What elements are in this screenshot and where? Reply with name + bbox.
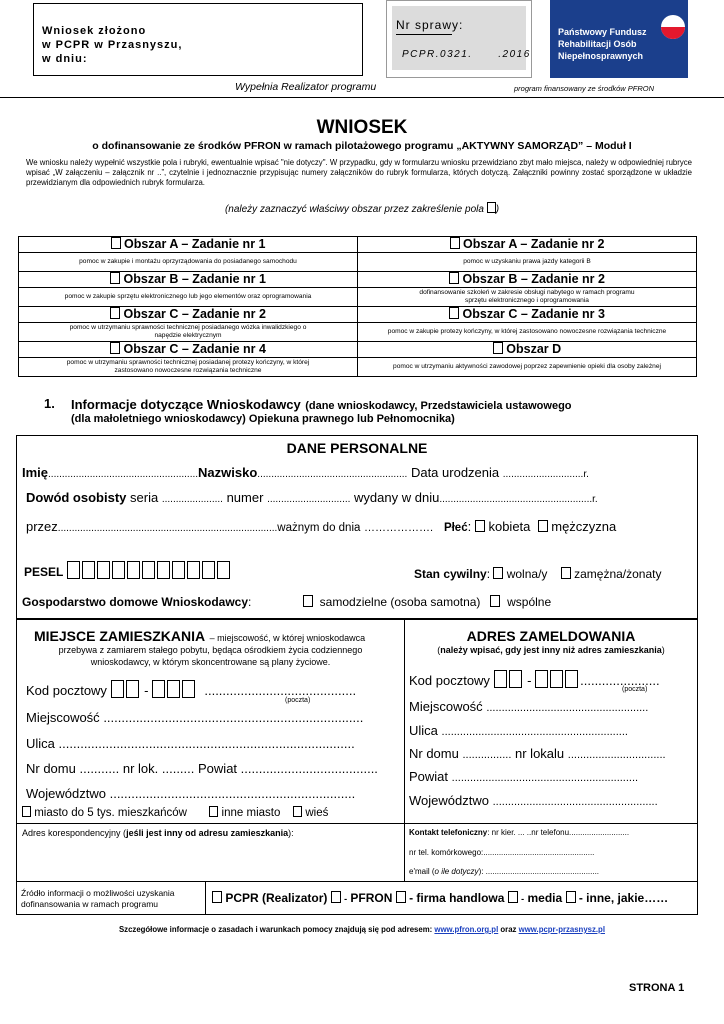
reg-county-field[interactable]: ............................................................. xyxy=(451,772,639,784)
household-label: Gospodarstwo domowe Wnioskodawcy xyxy=(22,595,249,609)
residence-desc xyxy=(16,644,405,668)
postal-digit[interactable] xyxy=(550,670,563,688)
case-number-underline xyxy=(396,34,452,35)
pfron-link[interactable]: www.pfron.org.pl xyxy=(434,925,499,934)
registration-voivodeship-row xyxy=(409,793,658,808)
registration-house-row xyxy=(409,746,666,761)
pesel-digit[interactable] xyxy=(112,561,125,579)
source-pfron-checkbox[interactable] xyxy=(331,891,341,903)
source-media-label: media xyxy=(527,891,563,905)
flat-label: nr lok. xyxy=(122,761,159,776)
pfron-logo xyxy=(550,0,688,78)
birth-date-label: Data urodzenia xyxy=(410,465,500,480)
household-alone-checkbox[interactable] xyxy=(303,595,313,607)
reg-street-field[interactable]: ............................................................. xyxy=(441,726,628,738)
area-c4[interactable] xyxy=(19,342,358,358)
birth-date-field[interactable]: .............................r. xyxy=(502,469,589,480)
area-title: Obszar A – Zadanie nr 1 xyxy=(124,237,266,251)
married-checkbox[interactable] xyxy=(561,567,571,579)
city-field[interactable]: ........................................................................ xyxy=(103,710,364,725)
correspondence-label-bold: jeśli jest inny od adresu zamieszkania xyxy=(126,828,289,838)
id-card-label: Dowód osobisty xyxy=(26,490,127,505)
area-title: Obszar D xyxy=(506,342,562,356)
residence-postal-row: Kod pocztowy - .......................................... xyxy=(26,680,356,698)
case-number-value: PCPR.0321. .2016 xyxy=(402,49,531,60)
county-label: Powiat xyxy=(198,761,238,776)
submitted-label-line1: Wniosek złożono xyxy=(42,25,147,37)
area-title: Obszar B – Zadanie nr 1 xyxy=(123,272,266,286)
pesel-digit[interactable] xyxy=(67,561,80,579)
checkbox-icon[interactable] xyxy=(110,307,120,319)
flat-field[interactable]: ......... xyxy=(161,761,195,776)
correspondence-label xyxy=(22,828,294,838)
reg-voivodeship-label: Województwo xyxy=(409,793,489,808)
single-label: wolna/y xyxy=(506,567,548,581)
postal-digit[interactable] xyxy=(565,670,578,688)
residence-street-row xyxy=(26,736,355,751)
valid-until-field[interactable]: ………………. xyxy=(364,522,434,534)
phone-label: Kontakt telefoniczny xyxy=(409,828,488,837)
postal-digit[interactable] xyxy=(167,680,180,698)
residence-title: MIEJSCE ZAMIESZKANIA xyxy=(34,628,206,644)
mobile-row[interactable]: nr tel. komórkowego:.................................................. xyxy=(409,848,595,857)
logo-line3: Niepełnosprawnych xyxy=(558,51,644,61)
mark-area-close: ) xyxy=(495,204,500,215)
postal-digit[interactable] xyxy=(509,670,522,688)
pesel-digit[interactable] xyxy=(172,561,185,579)
reg-post-office-label: (poczta) xyxy=(622,686,648,693)
issued-by-field[interactable]: ............................................................................... xyxy=(57,523,278,534)
mark-area-note xyxy=(0,202,724,215)
registration-city-row xyxy=(409,699,648,714)
reg-flat-field[interactable]: ................................ xyxy=(567,749,666,761)
pesel-digit[interactable] xyxy=(202,561,215,579)
residence-voivodeship-row xyxy=(26,786,355,801)
checkbox-icon[interactable] xyxy=(449,307,459,319)
area-desc: pomoc w zakupie i montażu oprzyrządowania do posiadanego samochodu xyxy=(19,253,358,272)
pesel-label: PESEL xyxy=(24,565,64,579)
pcpr-link[interactable]: www.pcpr-przasnysz.pl xyxy=(518,925,605,934)
pesel-digit[interactable] xyxy=(187,561,200,579)
section1-title-rest: (dane wnioskodawcy, Przedstawiciela ustawowego xyxy=(305,400,572,412)
area-d[interactable] xyxy=(358,342,697,358)
submission-box xyxy=(33,3,363,76)
area-b1[interactable] xyxy=(19,272,358,288)
correspondence-label-end: ): xyxy=(288,828,294,838)
married-label: zamężna/żonaty xyxy=(574,567,662,581)
phone-row[interactable] xyxy=(409,828,629,837)
registration-note-bold: należy wpisać, gdy jest inny niż adres zamieszkania xyxy=(440,645,662,655)
residence-desc-line2: przebywa z zamiarem stałego pobytu, będąca ośrodkiem życia codziennego xyxy=(58,645,363,655)
first-name-label: Imię xyxy=(22,465,49,480)
postal-digit[interactable] xyxy=(111,680,124,698)
issued-field[interactable]: .......................................................r. xyxy=(439,494,598,505)
area-desc: pomoc w zakupie protezy kończyny, w której zastosowano nowoczesne rozwiązania techniczne xyxy=(358,323,697,342)
phone-text: : nr kier. ... ..nr telefonu........................... xyxy=(487,828,630,837)
area-title: Obszar B – Zadanie nr 2 xyxy=(462,272,605,286)
household-shared-checkbox[interactable] xyxy=(490,595,500,607)
section1-title-bold: Informacje dotyczące Wnioskodawcy xyxy=(71,397,301,412)
registration-heading: ADRES ZAMELDOWANIA xyxy=(466,628,636,644)
area-c2[interactable] xyxy=(19,307,358,323)
email-suffix: ): ................................................... xyxy=(478,867,600,876)
page-title: WNIOSEK xyxy=(316,117,408,138)
checkbox-icon[interactable] xyxy=(450,237,460,249)
page-number: STRONA 1 xyxy=(629,982,685,994)
registration-street-row xyxy=(409,723,628,738)
valid-until-label: ważnym do dnia xyxy=(277,522,361,534)
area-desc: pomoc w utrzymaniu aktywności zawodowej poprzez zapewnienie opieki dla osoby zależnej xyxy=(358,358,697,377)
town-small-label: miasto do 5 tys. mieszkańców xyxy=(34,807,187,819)
source-options: PCPR (Realizator) - PFRON - firma handlowa - media - inne, jakie…… xyxy=(212,891,668,905)
pesel-digit[interactable] xyxy=(82,561,95,579)
area-title: Obszar A – Zadanie nr 2 xyxy=(463,237,605,251)
checkbox-icon xyxy=(487,202,496,213)
footer-info-text: Szczegółowe informacje o zasadach i warunkach pomocy znajdują się pod adresem: xyxy=(118,925,433,934)
town-other-checkbox[interactable] xyxy=(209,806,218,817)
id-card-row xyxy=(26,490,598,505)
issued-label: wydany w dniu xyxy=(354,490,440,505)
village-label: wieś xyxy=(305,807,329,819)
footer-conj: oraz xyxy=(500,925,517,934)
residence-city-row xyxy=(26,710,363,725)
reg-city-field[interactable]: ..................................................... xyxy=(486,702,649,714)
reg-city-label: Miejscowość xyxy=(409,699,483,714)
area-desc: pomoc w utrzymaniu sprawności technicznej posiadanej protezy kończyny, w której zastosowano nowoczesne rozwiązania techniczne xyxy=(19,358,358,377)
village-checkbox[interactable] xyxy=(293,806,302,817)
issued-by-row: przez...............................................................................ważnym do dnia ………………. Płeć: kobieta mężczyzna xyxy=(26,519,617,534)
marital-row: Stan cywilny: wolna/y zamężna/żonaty xyxy=(414,567,662,581)
number-field[interactable]: .............................. xyxy=(267,494,351,505)
pesel-digit[interactable] xyxy=(142,561,155,579)
pesel-digit[interactable] xyxy=(127,561,140,579)
sex-label: Płeć xyxy=(443,522,468,534)
logo-line1: Państwowy Fundusz xyxy=(558,27,647,37)
series-label: seria xyxy=(130,490,159,505)
town-small-checkbox[interactable] xyxy=(22,806,31,817)
email-prefix: e'mail ( xyxy=(409,867,435,876)
postal-digit[interactable] xyxy=(535,670,548,688)
correspondence-label-text: Adres korespondencyjny ( xyxy=(22,828,127,838)
postal-digit[interactable] xyxy=(152,680,165,698)
checkbox-icon[interactable] xyxy=(449,272,459,284)
header-divider xyxy=(0,97,724,98)
checkbox-icon[interactable] xyxy=(493,342,503,354)
submitted-label-line2: w PCPR w Przasnyszu, xyxy=(42,39,183,51)
house-label: Nr domu xyxy=(26,761,76,776)
residence-house-row xyxy=(26,761,378,776)
last-name-field[interactable]: ...................................................... xyxy=(257,469,408,480)
female-checkbox[interactable] xyxy=(475,520,485,532)
reg-flat-label: nr lokalu xyxy=(515,746,565,761)
case-number-label: Nr sprawy: xyxy=(396,18,464,32)
male-label: mężczyzna xyxy=(551,519,617,534)
reg-county-label: Powiat xyxy=(409,769,449,784)
residence-desc-line3: wnioskodawcy, w którym skoncentrowane są plany życiowe. xyxy=(90,657,331,667)
household-shared-label: wspólne xyxy=(507,595,552,609)
area-desc: pomoc w uzyskaniu prawa jazdy kategorii B xyxy=(358,253,697,272)
source-pcpr-checkbox[interactable] xyxy=(212,891,222,903)
case-number-box xyxy=(386,0,532,78)
house-field[interactable]: ........... xyxy=(79,761,120,776)
issued-by-label: przez xyxy=(26,519,58,534)
pesel-digit[interactable] xyxy=(217,561,230,579)
last-name-label: Nazwisko xyxy=(198,465,258,480)
county-field[interactable]: ...................................... xyxy=(240,761,378,776)
voivodeship-field[interactable]: .................................................................... xyxy=(109,786,356,801)
voivodeship-label: Województwo xyxy=(26,786,106,801)
email-italic: o ile dotyczy xyxy=(434,867,479,876)
registration-postal-row: Kod pocztowy - ...................... xyxy=(409,670,660,688)
filled-by-note: Wypełnia Realizator programu xyxy=(235,81,377,93)
reg-voivodeship-field[interactable]: ...................................................... xyxy=(492,796,658,808)
single-checkbox[interactable] xyxy=(493,567,503,579)
street-field[interactable]: .................................................................................. xyxy=(58,736,355,751)
area-desc: pomoc w zakupie sprzętu elektronicznego lub jego elementów oraz oprogramowania xyxy=(19,288,358,307)
city-label: Miejscowość xyxy=(26,710,100,725)
post-office-field[interactable]: .......................................... xyxy=(204,683,357,698)
pesel-digit-boxes[interactable] xyxy=(67,564,232,579)
area-a2[interactable] xyxy=(358,237,697,253)
area-title: Obszar C – Zadanie nr 2 xyxy=(123,307,266,321)
section1-title xyxy=(71,396,572,414)
pesel-digit[interactable] xyxy=(157,561,170,579)
household-options xyxy=(303,595,551,609)
checkbox-icon[interactable] xyxy=(110,342,120,354)
household-alone-label: samodzielne (osoba samotna) xyxy=(319,595,481,609)
section1-number: 1. xyxy=(44,396,55,411)
area-b2[interactable] xyxy=(358,272,697,288)
source-pfron-label: PFRON xyxy=(350,891,393,905)
first-name-field[interactable]: ...................................................... xyxy=(48,469,199,480)
male-checkbox[interactable] xyxy=(538,520,548,532)
post-office-label: (poczta) xyxy=(285,697,311,704)
area-c3[interactable] xyxy=(358,307,697,323)
reg-street-label: Ulica xyxy=(409,723,438,738)
source-pcpr-label: PCPR (Realizator) xyxy=(225,891,328,905)
page-subtitle: o dofinansowanie ze środków PFRON w ramach pilotażowego programu „AKTYWNY SAMORZĄD” – Moduł I xyxy=(92,140,632,152)
area-desc: pomoc w utrzymaniu sprawności technicznej posiadanego wózka inwalidzkiego o napędzie elektrycznym xyxy=(19,323,358,342)
female-label: kobieta xyxy=(488,519,531,534)
registration-note-suffix: ) xyxy=(661,645,665,655)
footer-info xyxy=(0,925,724,934)
reg-house-label: Nr domu xyxy=(409,746,459,761)
submitted-label-line3: w dniu: xyxy=(42,53,88,65)
checkbox-icon[interactable] xyxy=(111,237,121,249)
source-other-label: inne, jakie…… xyxy=(586,891,669,905)
mark-area-text: (należy zaznaczyć właściwy obszar przez zakreślenie pola xyxy=(224,204,487,215)
financed-by-note: program finansowany ze środków PFRON xyxy=(514,84,655,93)
checkbox-icon[interactable] xyxy=(110,272,120,284)
registration-note-prefix: ( xyxy=(437,645,441,655)
section1-title-line2: (dla małoletniego wnioskodawcy) Opiekuna prawnego lub Pełnomocnika) xyxy=(71,413,455,425)
pesel-row xyxy=(24,561,232,579)
registration-county-row xyxy=(409,769,638,784)
source-other-checkbox[interactable] xyxy=(566,891,576,903)
instructions: We wniosku należy wypełnić wszystkie pola i rubryki, ewentualnie wpisać "nie dotyczy". W przypadku, gdy w formularzu wniosku przewidziano zbyt mało miejsca, należy w odpowiedniej rubryce wpisać „W załączeniu – załącznik nr ..”, czytelnie i jednoznacznie przypisując numery załączników do rubryk formularza, których dotyczą. Załączniki powinny zostać sporządzone w układzie przewidzianym dla odpowiednich rubryk formularza. xyxy=(26,158,692,187)
source-company-label: firma handlowa xyxy=(416,891,505,905)
pesel-digit[interactable] xyxy=(97,561,110,579)
reg-post-office-field[interactable]: ...................... xyxy=(580,673,660,688)
postal-digit[interactable] xyxy=(126,680,139,698)
reg-postal-code-label: Kod pocztowy xyxy=(409,673,490,688)
name-row xyxy=(22,465,589,480)
email-row[interactable] xyxy=(409,867,599,876)
source-media-checkbox[interactable] xyxy=(508,891,518,903)
personal-heading: DANE PERSONALNE xyxy=(286,440,428,456)
reg-house-field[interactable]: ................ xyxy=(462,749,512,761)
area-desc: dofinansowanie szkoleń w zakresie obsługi nabytego w ramach programu sprzętu elektronicznego i oprogramowania xyxy=(358,288,697,307)
marital-label: Stan cywilny xyxy=(414,567,487,581)
area-title: Obszar C – Zadanie nr 4 xyxy=(123,342,266,356)
town-other-label: inne miasto xyxy=(221,807,281,819)
street-label: Ulica xyxy=(26,736,55,751)
residence-desc-inline: – miejscowość, w której wnioskodawca xyxy=(209,633,366,643)
registration-note xyxy=(404,645,698,655)
postal-digit[interactable] xyxy=(494,670,507,688)
postal-code-label: Kod pocztowy xyxy=(26,683,107,698)
pfron-emblem-icon xyxy=(660,4,686,50)
locality-type-row xyxy=(22,806,328,819)
household-row: Gospodarstwo domowe Wnioskodawcy: xyxy=(22,595,252,609)
area-a1[interactable] xyxy=(19,237,358,253)
series-field[interactable]: ...................... xyxy=(161,494,223,505)
logo-line2: Rehabilitacji Osób xyxy=(558,39,637,49)
source-label: Źródło informacji o możliwości uzyskania dofinansowania w ramach programu xyxy=(21,888,175,909)
areas-table xyxy=(18,236,697,377)
area-title: Obszar C – Zadanie nr 3 xyxy=(462,307,605,321)
postal-digit[interactable] xyxy=(182,680,195,698)
number-label: numer xyxy=(226,490,264,505)
source-company-checkbox[interactable] xyxy=(396,891,406,903)
